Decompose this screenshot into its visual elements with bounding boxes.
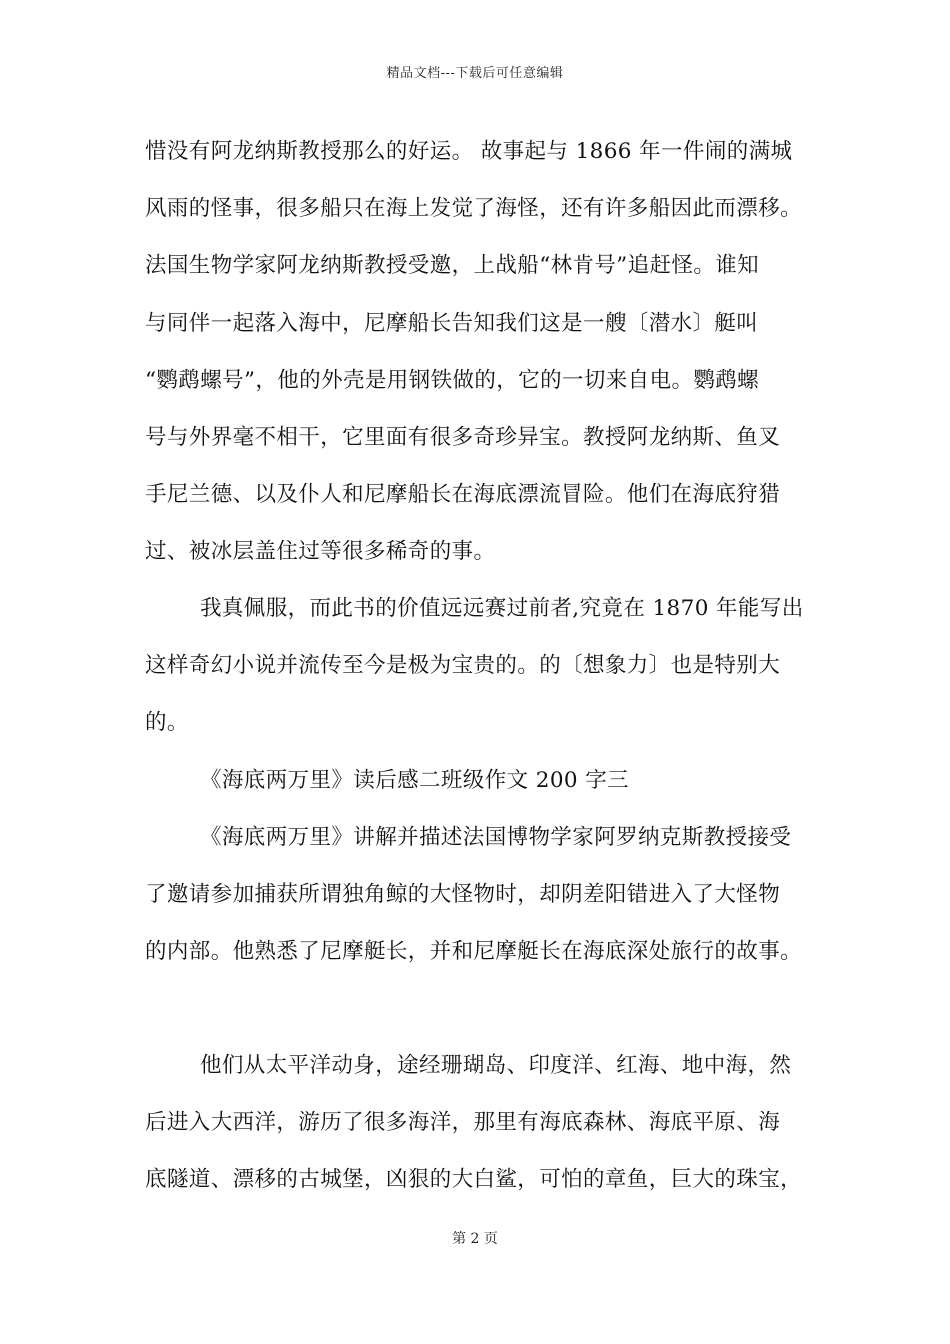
text-line: 后进入大西洋，游历了很多海洋，那里有海底森林、海底平原、海: [145, 1110, 781, 1135]
text-line: 与同伴一起落入海中，尼摩船长告知我们这是一艘〔潜水〕艇叫: [145, 311, 759, 336]
text-line: 的。: [145, 710, 189, 735]
text-line: 的内部。他熟悉了尼摩艇长，并和尼摩艇长在海底深处旅行的故事。: [145, 939, 803, 964]
text-line: 这样奇幻小说并流传至今是极为宝贵的。的〔想象力〕也是特别大: [145, 653, 781, 678]
text-line: 《海底两万里》讲解并描述法国博物学家阿罗纳克斯教授接受: [200, 825, 792, 850]
section-heading: 《海底两万里》读后感二班级作文 200 字三: [200, 768, 630, 793]
page-header: 精品文档---下载后可任意编辑: [386, 66, 564, 81]
text-line: “鹦鹉螺号”，他的外壳是用钢铁做的，它的一切来自电。鹦鹉螺: [145, 368, 760, 393]
text-line: 底隧道、漂移的古城堡，凶狠的大白鲨，可怕的章鱼，巨大的珠宝，: [145, 1167, 803, 1192]
text-line: 过、被冰层盖住过等很多稀奇的事。: [145, 539, 496, 564]
text-line: 法国生物学家阿龙纳斯教授受邀，上战船“林肯号”追赶怪。谁知: [145, 253, 760, 278]
text-line: 了邀请参加捕获所谓独角鲸的大怪物时，却阴差阳错进入了大怪物: [145, 882, 781, 907]
page-number: 第 2 页: [452, 1231, 498, 1247]
text-line: 手尼兰德、以及仆人和尼摩船长在海底漂流冒险。他们在海底狩猎: [145, 482, 781, 507]
text-line: 风雨的怪事，很多船只在海上发觉了海怪，还有许多船因此而漂移。: [145, 196, 803, 221]
text-line: 我真佩服，而此书的价值远远赛过前者,究竟在 1870 年能写出: [200, 596, 804, 621]
text-line: 他们从太平洋动身，途经珊瑚岛、印度洋、红海、地中海，然: [200, 1053, 792, 1078]
text-line: 惜没有阿龙纳斯教授那么的好运。 故事起与 1866 年一件闹的满城: [145, 139, 793, 164]
text-line: 号与外界毫不相干，它里面有很多奇珍异宝。教授阿龙纳斯、鱼叉: [145, 425, 781, 450]
